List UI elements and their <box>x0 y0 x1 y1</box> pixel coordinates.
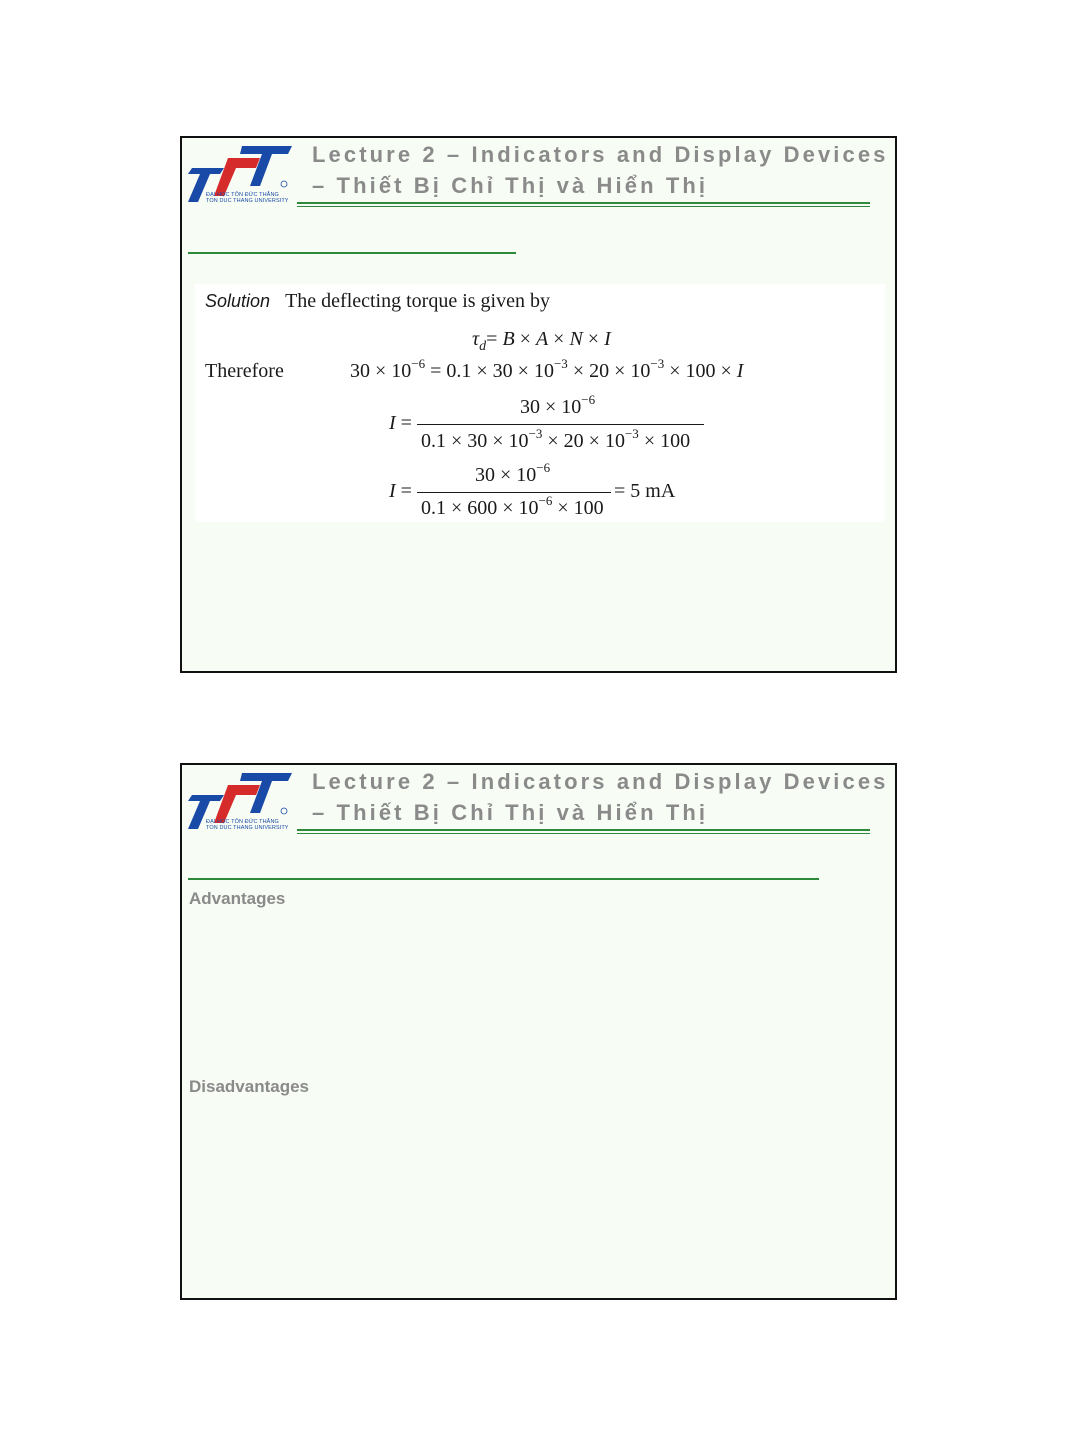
title-underline-thin <box>297 206 870 207</box>
solution-intro <box>205 290 550 313</box>
title-underline <box>297 202 870 204</box>
fraction1-denominator: $0.1 \times 30 \times 10^{-3} \times 20 \times 10^{-3} \times 100$ <box>421 426 691 452</box>
disadvantages-heading: Disadvantages <box>189 1077 309 1096</box>
slide-title-line2: – Thiết Bị Chỉ Thị và Hiển Thị <box>312 173 709 198</box>
section-rule <box>188 252 516 254</box>
slide-title-line1: Lecture 2 – Indicators and Display Devices <box>312 769 889 794</box>
title-underline-thin <box>297 833 870 834</box>
title-underline <box>297 829 870 831</box>
section-rule <box>188 878 819 880</box>
logo-line2: TON DUC THANG UNIVERSITY <box>206 198 289 204</box>
slide-solution <box>180 136 897 673</box>
solution-box <box>195 284 885 522</box>
therefore-label: Therefore <box>205 360 284 382</box>
fraction1-bar <box>417 424 704 425</box>
solution-text: The deflecting torque is given by <box>285 290 550 312</box>
fraction2-bar <box>417 492 611 493</box>
fraction1-numerator: $30 \times 10^{-6}$ <box>520 392 596 418</box>
advantages-heading: Advantages <box>189 889 286 908</box>
logo-line1: ĐẠI HỌC TÔN ĐỨC THẮNG <box>206 192 279 198</box>
fraction2-denominator: $0.1 \times 600 \times 10^{-6} \times 100$ <box>421 493 604 519</box>
slide-advantages <box>180 763 897 1300</box>
university-logo <box>184 140 296 208</box>
logo-line2: TON DUC THANG UNIVERSITY <box>206 825 289 831</box>
result-value: = 5 mA <box>614 480 676 502</box>
current-symbol-2: I = <box>389 480 412 502</box>
university-logo <box>184 767 296 835</box>
current-symbol-1: I = <box>389 412 412 434</box>
torque-formula: $\tau_d= B \times A \times N \times I$ <box>472 328 611 354</box>
logo-line1: ĐẠI HỌC TÔN ĐỨC THẮNG <box>206 819 279 825</box>
fraction2-numerator: $30 \times 10^{-6}$ <box>475 460 551 486</box>
slide-title-line2: – Thiết Bị Chỉ Thị và Hiển Thị <box>312 800 709 825</box>
slide-title-line1: Lecture 2 – Indicators and Display Devices <box>312 142 889 167</box>
equation-substituted: $30 \times 10^{-6} = 0.1 \times 30 \times 10^{-3} \times 20 \times 10^{-3} \times 100 \times I$ <box>350 356 744 382</box>
solution-label: Solution <box>205 291 271 311</box>
